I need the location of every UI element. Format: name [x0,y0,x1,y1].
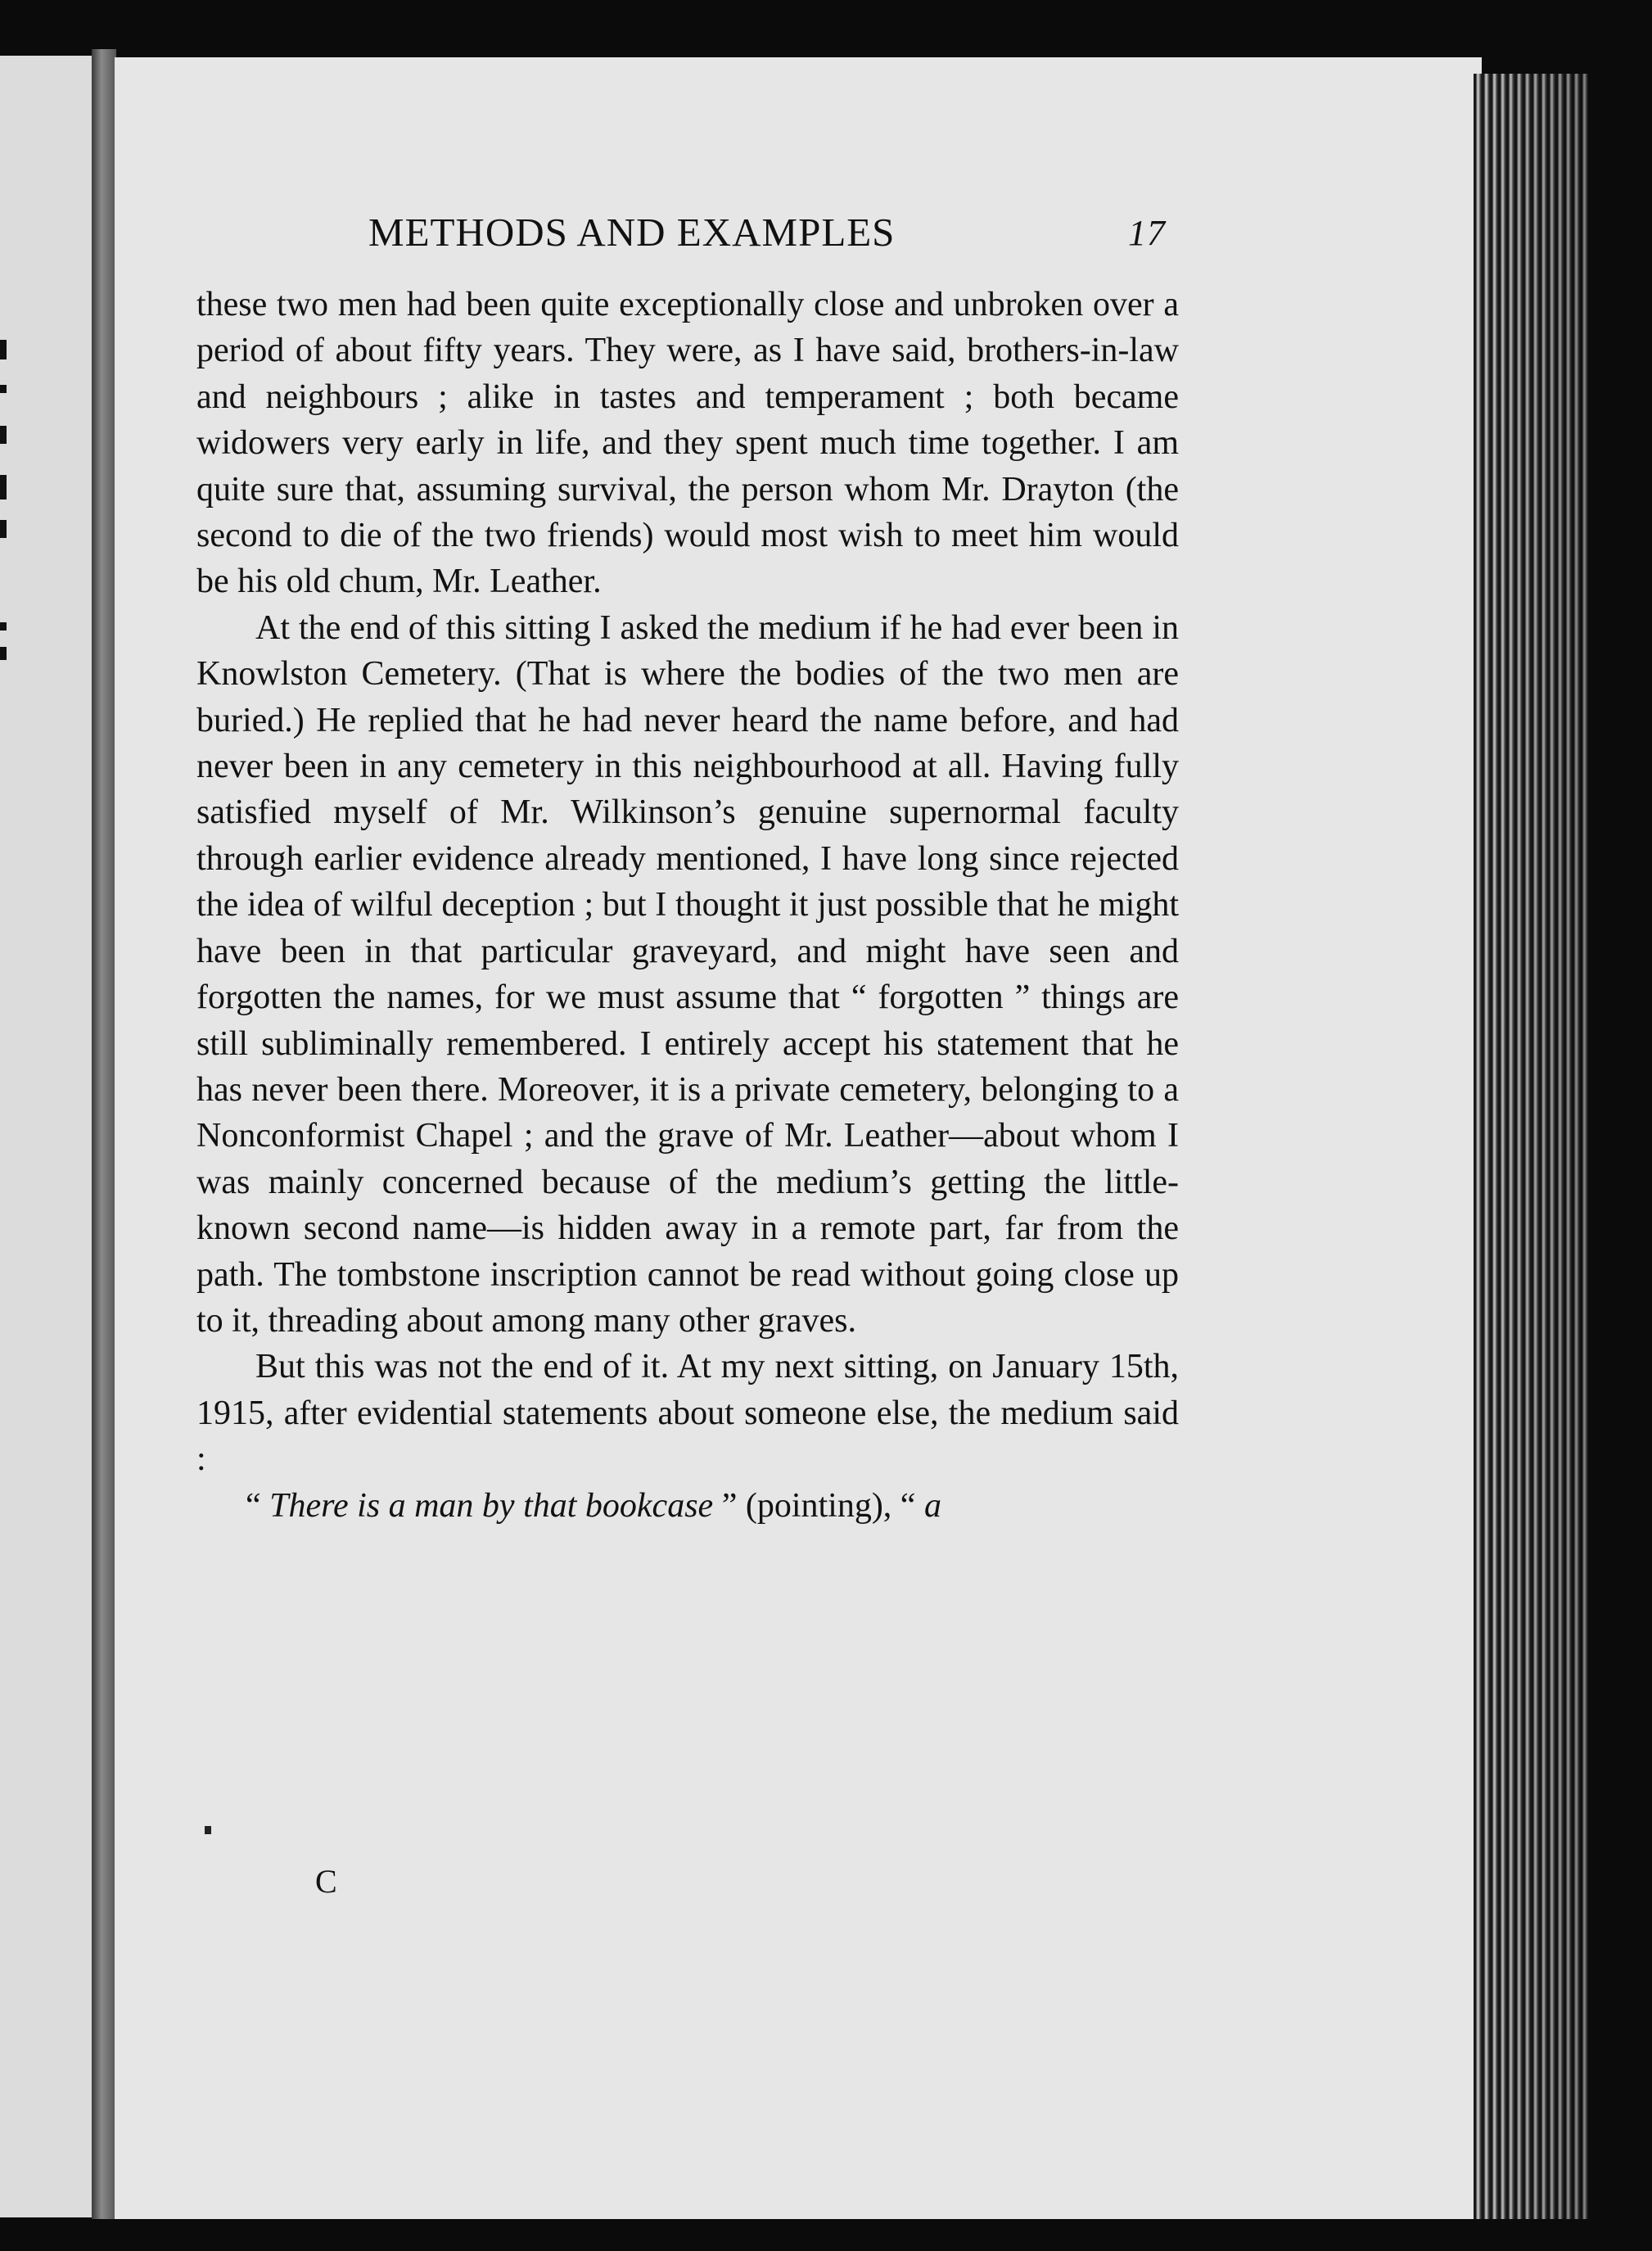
paragraph: At the end of this sitting I asked the medium if he had ever been in Knowlston Cemetery. (That is where the bodies of the two men are buried.) He replied that he had never heard the name before, and had never been in any cemetery in this neighbourhood at all. Having fully satisfied myself of Mr. Wilkinson’s genuine supernormal faculty through earlier evidence already mentioned, I have long since rejected the idea of wilful deception ; but I thought it just possible that he might have been in that particular graveyard, and might have seen and forgotten the names, for we must assume that “ forgotten ” things are still subliminally remembered. I entirely accept his statement that he has never been there. Moreover, it is a private cemetery, belonging to a Nonconformist Chapel ; and the grave of Mr. Leather—about whom I was mainly concerned because of the medium’s getting the little-known second name—is hidden away in a remote part, far from the path. The tombstone inscription cannot be read without going close up to it, threading about among many other graves. [196,608,1179,1340]
facing-page-edge [0,56,103,2217]
signature-mark: C [315,1863,337,1900]
quoted-speech-line [196,1483,1179,1529]
quoted-italic-text: There is a man by that bookcase [269,1486,714,1525]
page-edges-shadow [1474,74,1588,2219]
open-quote: “ [246,1486,270,1525]
paragraph-continued: these two men had been quite exceptionally close and unbroken over a period of about fifty years. They were, as I have said, brothers-in-law and neighbours ; alike in tastes and temperament ; both became widowers very early in life, and they spent much time together. I am quite sure that, assuming survival, the person whom Mr. Drayton (the second to die of the two friends) would most wish to meet him would be his old chum, Mr. Leather. [196,286,1179,601]
close-quote-text: ” (pointing), “ [713,1486,924,1525]
quote-tail: a [923,1486,941,1525]
page-body [196,282,1179,1529]
running-title: METHODS AND EXAMPLES [368,210,896,255]
book-gutter [92,49,116,2219]
page-number: 17 [1128,213,1166,253]
ink-mark [205,1826,211,1834]
paragraph: But this was not the end of it. At my next sitting, on January 15th, 1915, after evidential statements about someone else, the medium said : [196,1348,1179,1479]
